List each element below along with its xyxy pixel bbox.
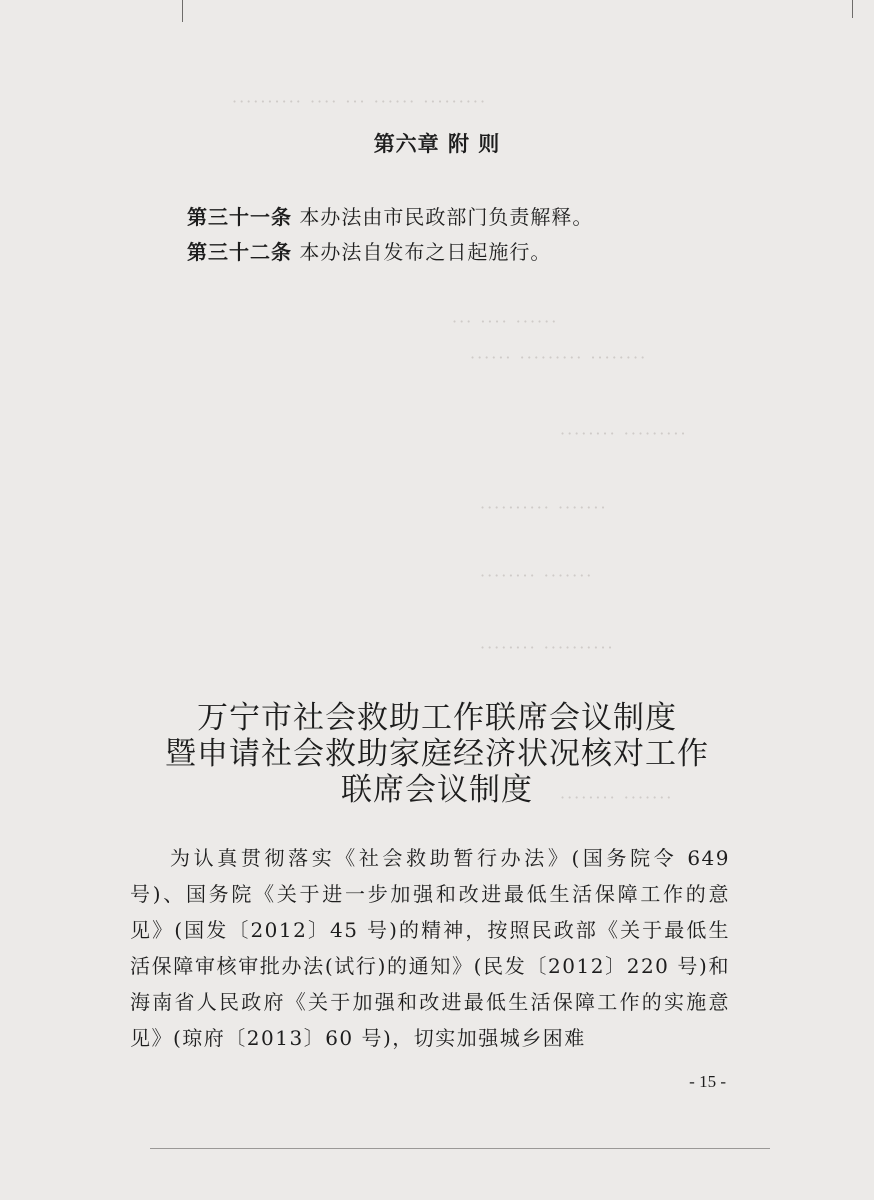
article-number: 第三十一条 bbox=[187, 205, 292, 229]
bleed-through-text: ········ ········· bbox=[560, 424, 688, 443]
bleed-through-text: ········ ······· bbox=[480, 566, 594, 585]
body-paragraph: 为认真贯彻落实《社会救助暂行办法》(国务院令 649号)、国务院《关于进一步加强和改进最低生活保障工作的意见》(国发〔2012〕45 号)的精神，按照民政部《关于最低生活保障审核审批办法(试行)的通知》(民发〔2012〕220 号)和海南省人民政府《关于加强和改进最低生活保障工作的实施意见》(琼府〔2013〕60 号)，切实加强城乡困难 bbox=[130, 846, 730, 1050]
document-title-line-2: 暨申请社会救助家庭经济状况核对工作 bbox=[165, 736, 709, 772]
scan-mark bbox=[852, 0, 853, 18]
scan-edge-line bbox=[150, 1148, 770, 1149]
article-31 bbox=[187, 201, 593, 230]
article-text: 本办法自发布之日起施行。 bbox=[299, 240, 552, 264]
page-number: - 15 - bbox=[689, 1072, 726, 1091]
article-number: 第三十二条 bbox=[187, 240, 292, 264]
chapter-heading: 第六章 附 则 bbox=[373, 132, 501, 156]
bleed-through-text: ··· ···· ······ bbox=[452, 312, 559, 331]
scan-mark bbox=[182, 0, 183, 22]
bleed-through-text: ·········· ···· ··· ······ ········· bbox=[232, 92, 488, 111]
article-text: 本办法由市民政部门负责解释。 bbox=[299, 205, 594, 229]
bleed-through-text: ·········· ······· bbox=[480, 498, 608, 517]
bleed-through-text: ······ ········· ········ bbox=[470, 348, 648, 367]
article-32 bbox=[187, 236, 551, 265]
bleed-through-text: ········ ······· bbox=[560, 788, 674, 807]
document-title-line-1: 万宁市社会救助工作联席会议制度 bbox=[197, 700, 677, 736]
bleed-through-text: ········ ·········· bbox=[480, 638, 615, 657]
document-title-line-3: 联席会议制度 bbox=[341, 772, 533, 808]
